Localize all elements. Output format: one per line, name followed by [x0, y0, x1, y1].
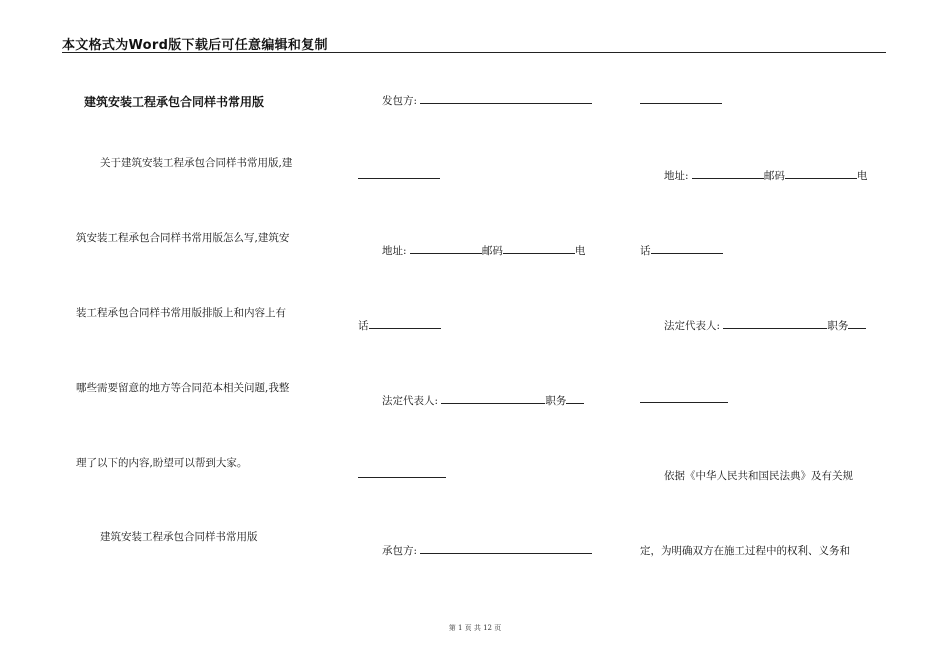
section-heading: 建筑安装工程承包合同样书常用版: [100, 531, 258, 543]
header-text: 本文格式为Word版下载后可任意编辑和复制: [62, 38, 328, 53]
postcode-label: 邮码: [481, 245, 503, 257]
legal-rep-blank: [441, 394, 545, 404]
address-field: [664, 168, 867, 183]
employer-field: [382, 93, 592, 108]
document-title: 建筑安装工程承包合同样书常用版: [84, 95, 265, 109]
paragraph-line: 筑安装工程承包合同样书常用版怎么写,建筑安: [76, 232, 290, 244]
paragraph-line: 依据《中华人民共和国民法典》及有关规: [664, 470, 853, 482]
legal-rep-label: 法定代表人:: [382, 395, 439, 407]
legal-rep-field: [664, 318, 866, 333]
document-header: [62, 36, 886, 53]
paragraph-line: 装工程承包合同样书常用版排版上和内容上有: [76, 307, 286, 319]
paragraph-line: 哪些需要留意的地方等合同范本相关问题,我整: [76, 382, 290, 394]
postcode-blank: [785, 169, 857, 179]
blank-line: [640, 402, 728, 403]
phone-label-start: 电: [856, 170, 868, 182]
employer-blank: [420, 94, 592, 104]
phone-label-start: 电: [574, 245, 586, 257]
phone-label-end: 话: [358, 320, 369, 332]
blank-line: [358, 178, 440, 179]
contractor-field: [382, 543, 592, 558]
address-field: [382, 243, 585, 258]
legal-rep-label: 法定代表人:: [664, 320, 721, 332]
paragraph-line: 定，为明确双方在施工过程中的权利、义务和: [640, 545, 850, 557]
paragraph-line: 理了以下的内容,盼望可以帮到大家。: [76, 457, 248, 469]
paragraph-line: 关于建筑安装工程承包合同样书常用版,建: [100, 157, 293, 169]
address-blank: [692, 169, 764, 179]
page-number: 第 1 页 共 12 页: [448, 624, 502, 632]
phone-blank: [369, 319, 441, 329]
contractor-blank: [420, 544, 592, 554]
address-label: 地址:: [664, 170, 689, 182]
phone-field: [640, 243, 723, 258]
position-blank: [566, 394, 584, 404]
address-label: 地址:: [382, 245, 407, 257]
position-label: 职务: [545, 395, 567, 407]
blank-line: [358, 477, 446, 478]
address-blank: [410, 244, 482, 254]
phone-field: [358, 318, 441, 333]
phone-blank: [651, 244, 723, 254]
blank-line: [640, 103, 722, 104]
postcode-blank: [503, 244, 575, 254]
position-label: 职务: [827, 320, 849, 332]
phone-label-end: 话: [640, 245, 651, 257]
legal-rep-field: [382, 393, 584, 408]
employer-label: 发包方:: [382, 95, 418, 107]
legal-rep-blank: [723, 319, 827, 329]
position-blank: [848, 319, 866, 329]
contractor-label: 承包方:: [382, 545, 418, 557]
postcode-label: 邮码: [763, 170, 785, 182]
